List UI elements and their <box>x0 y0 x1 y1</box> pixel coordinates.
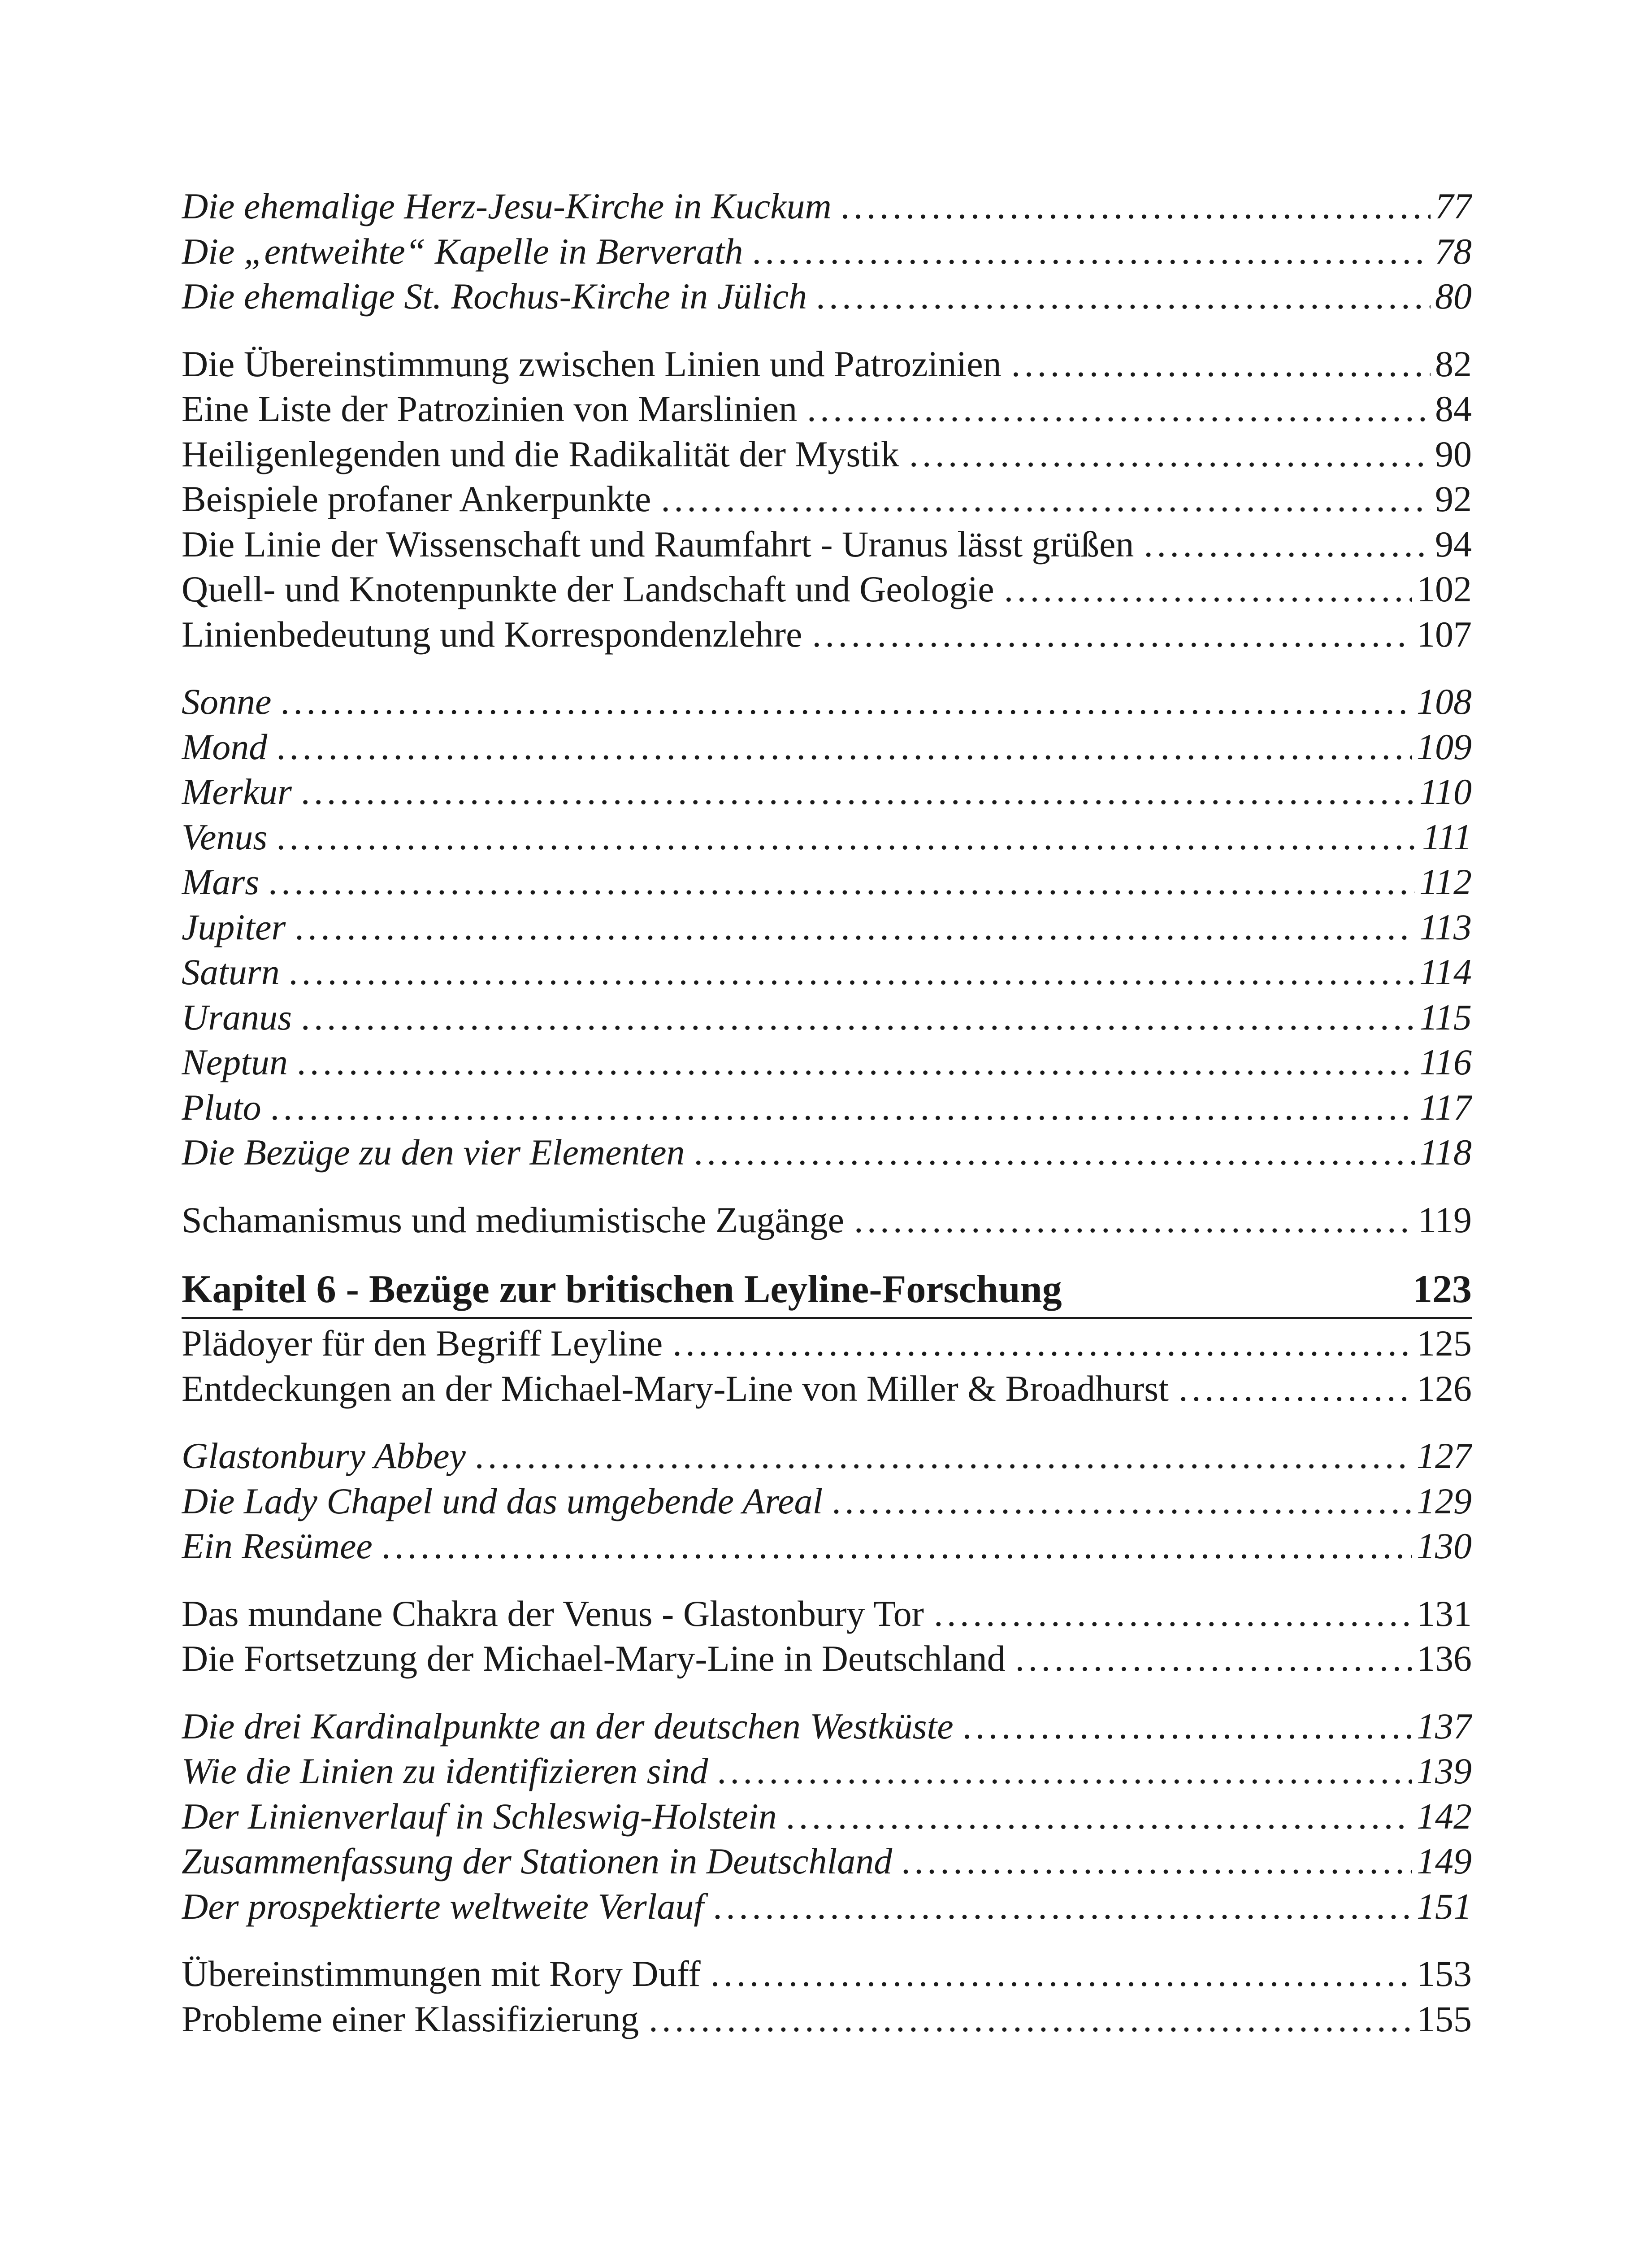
toc-group <box>182 1951 1472 2042</box>
toc-leader-dots <box>1144 522 1431 567</box>
toc-entry-page-number: 77 <box>1435 186 1472 226</box>
toc-leader-dots <box>382 1524 1412 1569</box>
toc-entry-title: Mond <box>182 726 268 767</box>
toc-entry-title: Übereinstimmungen mit Rory Duff <box>182 1953 701 1994</box>
toc-entry[interactable] <box>182 679 1472 725</box>
toc-entry-page-number: 142 <box>1417 1795 1472 1837</box>
toc-entry-title: Der prospektierte weltweite Verlauf <box>182 1886 704 1927</box>
toc-entry-page-number: 139 <box>1417 1751 1472 1791</box>
toc-entry-page-number: 119 <box>1418 1199 1472 1240</box>
toc-entry-title: Uranus <box>182 996 292 1038</box>
toc-leader-dots <box>290 950 1415 995</box>
toc-entry[interactable] <box>182 1951 1472 1997</box>
toc-entry-page-number: 136 <box>1417 1638 1472 1679</box>
toc-entry[interactable] <box>182 1085 1472 1130</box>
toc-entry-title: Jupiter <box>182 906 286 947</box>
toc-entry[interactable] <box>182 1884 1472 1929</box>
toc-entry[interactable] <box>182 1749 1472 1794</box>
toc-entry-title: Plädoyer für den Begriff Leyline <box>182 1323 663 1364</box>
toc-entry[interactable] <box>182 477 1472 522</box>
toc-entry-title: Wie die Linien zu identifizieren sind <box>182 1751 708 1791</box>
toc-group <box>182 1704 1472 1929</box>
toc-leader-dots <box>661 477 1431 522</box>
toc-entry[interactable] <box>182 950 1472 995</box>
toc-entry-page-number: 155 <box>1417 1998 1472 2039</box>
toc-entry[interactable] <box>182 432 1472 477</box>
toc-entry-title: Die Fortsetzung der Michael-Mary-Line in Deutschland <box>182 1638 1006 1679</box>
toc-entry-page-number: 149 <box>1417 1841 1472 1881</box>
toc-group <box>182 1321 1472 1411</box>
toc-entry-page-number: 80 <box>1435 276 1472 317</box>
toc-entry-title: Die „entweihte“ Kapelle in Berverath <box>182 230 743 272</box>
toc-entry-page-number: 84 <box>1435 388 1472 429</box>
toc-entry[interactable] <box>182 1366 1472 1412</box>
toc-entry-title: Eine Liste der Patrozinien von Marslinien <box>182 388 798 429</box>
toc-entry-title: Die ehemalige St. Rochus-Kirche in Jülich <box>182 276 807 317</box>
toc-entry-page-number: 110 <box>1419 771 1472 812</box>
toc-leader-dots <box>1179 1366 1412 1412</box>
toc-entry-page-number: 92 <box>1435 478 1472 519</box>
toc-leader-dots <box>753 229 1431 274</box>
toc-entry[interactable] <box>182 1479 1472 1524</box>
toc-entry-page-number: 151 <box>1417 1886 1472 1927</box>
chapter-page-number: 123 <box>1413 1268 1472 1311</box>
toc-entry[interactable] <box>182 995 1472 1040</box>
chapter-title: Kapitel 6 - Bezüge zur britischen Leyline-Forschung <box>182 1268 1062 1311</box>
toc-leader-dots <box>711 1951 1412 1997</box>
toc-leader-dots <box>295 905 1415 950</box>
toc-leader-dots <box>902 1839 1412 1884</box>
toc-leader-dots <box>909 432 1431 477</box>
toc-entry-page-number: 129 <box>1417 1480 1472 1521</box>
toc-group <box>182 184 1472 319</box>
toc-entry[interactable] <box>182 342 1472 387</box>
toc-entry-title: Das mundane Chakra der Venus - Glastonbury Tor <box>182 1593 924 1634</box>
toc-leader-dots <box>298 1040 1415 1085</box>
toc-entry-title: Heiligenlegenden und die Radikalität der Mystik <box>182 433 899 474</box>
toc-leader-dots <box>476 1434 1412 1479</box>
toc-entry-title: Entdeckungen an der Michael-Mary-Line von Miller & Broadhurst <box>182 1368 1169 1409</box>
toc-entry-title: Ein Resümee <box>182 1525 373 1566</box>
toc-entry-title: Die ehemalige Herz-Jesu-Kirche in Kuckum <box>182 186 832 226</box>
toc-entry[interactable] <box>182 184 1472 229</box>
toc-entry-page-number: 126 <box>1417 1368 1472 1409</box>
toc-entry-title: Schamanismus und mediumistische Zugänge <box>182 1199 845 1240</box>
toc-entry[interactable] <box>182 769 1472 815</box>
toc-entry[interactable] <box>182 860 1472 905</box>
toc-entry-title: Mars <box>182 861 260 902</box>
toc-leader-dots <box>812 612 1412 657</box>
toc-leader-dots <box>963 1704 1412 1749</box>
toc-entry-page-number: 111 <box>1422 816 1472 857</box>
toc-entry-title: Probleme einer Klassifizierung <box>182 1998 639 2039</box>
toc-leader-dots <box>277 725 1412 770</box>
toc-entry-title: Neptun <box>182 1042 288 1082</box>
toc-entry-title: Die Bezüge zu den vier Elementen <box>182 1132 685 1173</box>
toc-entry-title: Glastonbury Abbey <box>182 1435 466 1476</box>
toc-entry-page-number: 94 <box>1435 523 1472 565</box>
toc-entry[interactable] <box>182 612 1472 657</box>
toc-leader-dots <box>714 1884 1412 1929</box>
toc-entry[interactable] <box>182 1839 1472 1884</box>
toc-entry[interactable] <box>182 229 1472 274</box>
toc-entry-page-number: 108 <box>1417 681 1472 722</box>
toc-entry-title: Sonne <box>182 681 272 722</box>
toc-entry-page-number: 109 <box>1417 726 1472 767</box>
toc-leader-dots <box>277 815 1418 860</box>
toc-entry[interactable] <box>182 905 1472 950</box>
toc-entry[interactable] <box>182 1794 1472 1839</box>
toc-group <box>182 679 1472 1175</box>
toc-section-after <box>182 1321 1472 2042</box>
toc-entry-title: Saturn <box>182 952 280 992</box>
toc-entry-page-number: 127 <box>1417 1435 1472 1476</box>
toc-leader-dots <box>1015 1636 1412 1682</box>
toc-group <box>182 1591 1472 1682</box>
toc-entry-page-number: 137 <box>1417 1705 1472 1747</box>
toc-group <box>182 1434 1472 1569</box>
toc-entry[interactable] <box>182 1321 1472 1366</box>
toc-entry-page-number: 130 <box>1417 1525 1472 1566</box>
toc-leader-dots <box>302 995 1415 1040</box>
toc-leader-dots <box>841 184 1431 229</box>
toc-leader-dots <box>807 387 1431 432</box>
toc-entry-title: Der Linienverlauf in Schleswig-Holstein <box>182 1795 777 1837</box>
toc-entry-title: Beispiele profaner Ankerpunkte <box>182 478 651 519</box>
toc-leader-dots <box>787 1794 1412 1839</box>
toc-entry[interactable] <box>182 522 1472 567</box>
toc-entry-page-number: 82 <box>1435 343 1472 384</box>
toc-group <box>182 1198 1472 1243</box>
toc-entry-title: Die drei Kardinalpunkte an der deutschen Westküste <box>182 1705 954 1747</box>
toc-leader-dots <box>1011 342 1431 387</box>
toc-leader-dots <box>1004 567 1412 612</box>
toc-entry[interactable] <box>182 1434 1472 1479</box>
chapter-heading[interactable] <box>182 1265 1472 1319</box>
toc-leader-dots <box>271 1085 1415 1130</box>
toc-entry[interactable] <box>182 1997 1472 2042</box>
toc-entry[interactable] <box>182 387 1472 432</box>
toc-leader-dots <box>649 1997 1412 2042</box>
toc-entry-title: Quell- und Knotenpunkte der Landschaft und Geologie <box>182 569 994 609</box>
toc-entry-page-number: 102 <box>1417 569 1472 609</box>
toc-entry-page-number: 78 <box>1435 230 1472 272</box>
toc-section-before <box>182 184 1472 1243</box>
toc-entry[interactable] <box>182 1591 1472 1637</box>
toc-leader-dots <box>817 274 1431 319</box>
toc-group <box>182 342 1472 657</box>
toc-leader-dots <box>854 1198 1414 1243</box>
toc-leader-dots <box>672 1321 1412 1366</box>
toc-entry-page-number: 114 <box>1419 952 1472 992</box>
toc-entry-page-number: 115 <box>1419 996 1472 1038</box>
toc-leader-dots <box>833 1479 1412 1524</box>
toc-leader-dots <box>695 1130 1415 1175</box>
toc-page <box>182 184 1472 2064</box>
toc-entry[interactable] <box>182 1524 1472 1569</box>
toc-entry[interactable] <box>182 274 1472 319</box>
toc-entry-title: Merkur <box>182 771 292 812</box>
toc-entry[interactable] <box>182 1704 1472 1749</box>
toc-entry[interactable] <box>182 1636 1472 1682</box>
toc-entry-page-number: 107 <box>1417 613 1472 655</box>
toc-entry-page-number: 118 <box>1419 1132 1472 1173</box>
toc-entry-title: Venus <box>182 816 268 857</box>
toc-entry-page-number: 112 <box>1419 861 1472 902</box>
toc-entry[interactable] <box>182 567 1472 612</box>
toc-entry-page-number: 116 <box>1419 1042 1472 1082</box>
toc-entry-title: Die Linie der Wissenschaft und Raumfahrt - Uranus lässt grüßen <box>182 523 1134 565</box>
toc-leader-dots <box>934 1591 1412 1637</box>
toc-entry-page-number: 113 <box>1419 906 1472 947</box>
toc-entry[interactable] <box>182 815 1472 860</box>
toc-leader-dots <box>302 769 1415 815</box>
toc-entry-page-number: 117 <box>1419 1086 1472 1128</box>
toc-leader-dots <box>269 860 1415 905</box>
toc-leader-dots <box>718 1749 1412 1794</box>
toc-entry[interactable] <box>182 1198 1472 1243</box>
toc-entry-title: Die Übereinstimmung zwischen Linien und Patrozinien <box>182 343 1002 384</box>
toc-entry-title: Pluto <box>182 1086 261 1128</box>
toc-entry-page-number: 90 <box>1435 433 1472 474</box>
toc-entry[interactable] <box>182 1040 1472 1085</box>
toc-entry-page-number: 131 <box>1417 1593 1472 1634</box>
toc-entry-page-number: 153 <box>1417 1953 1472 1994</box>
toc-entry-title: Linienbedeutung und Korrespondenzlehre <box>182 613 802 655</box>
toc-entry-page-number: 125 <box>1417 1323 1472 1364</box>
toc-entry-title: Die Lady Chapel und das umgebende Areal <box>182 1480 823 1521</box>
toc-entry-title: Zusammenfassung der Stationen in Deutschland <box>182 1841 893 1881</box>
toc-leader-dots <box>281 679 1412 725</box>
toc-entry[interactable] <box>182 725 1472 770</box>
toc-entry[interactable] <box>182 1130 1472 1175</box>
